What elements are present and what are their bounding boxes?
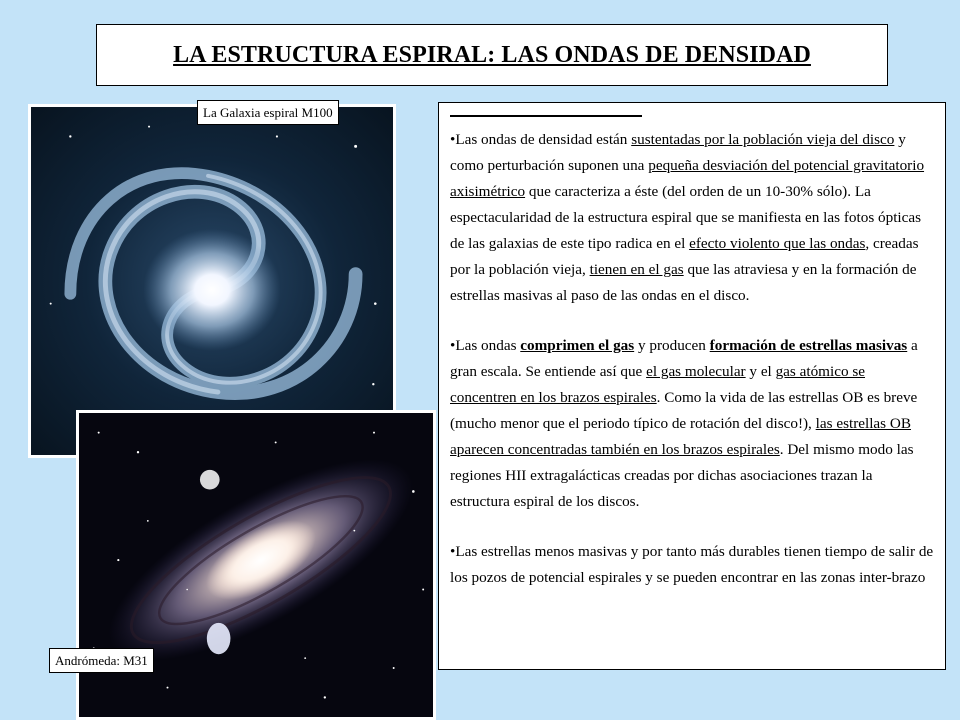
text-segment: y el [745, 363, 776, 380]
text-segment: sustentadas por la población vieja del disco [631, 131, 895, 148]
paragraph-2 [450, 333, 935, 515]
m100-galaxy-image [28, 104, 396, 458]
text-segment: las estrellas OB aparecen concentradas también en los brazos espirales [450, 415, 911, 458]
text-segment: y como perturbación suponen una [450, 131, 906, 174]
text-segment: que las atraviesa y en la formación de estrellas masivas al paso de las ondas en el disco. [450, 261, 917, 304]
text-segment: . Del mismo modo las regiones HII extragalácticas creadas por dichas asociaciones trazan la estructura espiral de los discos. [450, 441, 914, 510]
text-segment: •Las ondas de densidad están [450, 131, 632, 148]
text-box [438, 102, 946, 670]
text-segment: , creadas por la población vieja, [450, 235, 919, 278]
text-segment: •Las ondas [450, 337, 521, 354]
text-segment: formación de estrellas masivas [709, 337, 908, 354]
paragraph-1 [450, 127, 935, 309]
text-segment: comprimen el gas [520, 337, 635, 354]
text-segment: pequeña desviación del potencial gravitatorio axisimétrico [450, 157, 925, 200]
text-segment: que caracteriza a éste (del orden de un 10-30% sólo). La espectacularidad de la estructura espiral que se manifiesta en las fotos ópticas de las galaxias de este tipo radica en el [450, 183, 922, 252]
m100-image-label: La Galaxia espiral M100 [197, 100, 339, 125]
divider-line [450, 115, 642, 117]
text-segment: tienen en el gas [589, 261, 684, 278]
text-segment: el gas molecular [646, 363, 746, 380]
m31-galaxy-image [76, 410, 436, 720]
text-segment: a gran escala. Se entiende así que [450, 337, 918, 380]
page-title: LA ESTRUCTURA ESPIRAL: LAS ONDAS DE DENSIDAD [173, 41, 811, 68]
text-segment: y producen [634, 337, 710, 354]
text-segment: •Las estrellas menos masivas y por tanto más durables tienen tiempo de salir de los pozos de potencial espirales y se pueden encontrar en las zonas inter-brazo [450, 543, 934, 586]
paragraph-3 [450, 539, 935, 591]
title-box [96, 24, 888, 86]
m31-image-label: Andrómeda: M31 [49, 648, 154, 673]
text-segment: efecto violento que las ondas [689, 235, 866, 252]
text-segment: gas atómico se concentren en los brazos espirales [450, 363, 865, 406]
text-segment: . Como la vida de las estrellas OB es breve (mucho menor que el periodo típico de rotación del disco!), [450, 389, 918, 432]
